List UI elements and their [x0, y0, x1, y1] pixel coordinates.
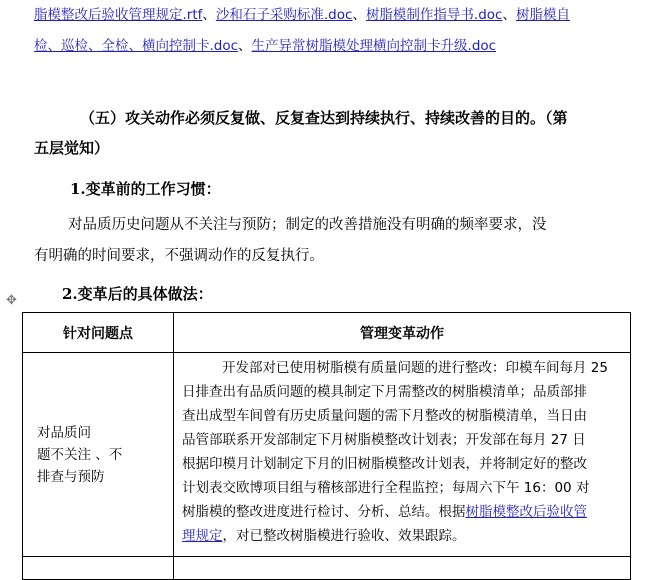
before-paragraph: [34, 210, 639, 272]
separator: 、: [202, 7, 216, 23]
issue-line-1: 对品质问: [37, 424, 91, 441]
header-issue: 针对问题点: [23, 313, 174, 353]
link-resin-mold-inspection-doc-part1[interactable]: 树脂模自: [515, 7, 570, 23]
separator: 、: [352, 7, 366, 23]
link-resin-mold-acceptance-rtf[interactable]: 脂模整改后验收管理规定.rtf: [34, 7, 203, 23]
action-cell: [174, 353, 631, 557]
link-acceptance-rule-part1[interactable]: 树脂模整改后验收管: [465, 504, 587, 520]
action-line-7: [182, 500, 624, 524]
link-sand-stone-purchase-doc[interactable]: 沙和石子采购标准.doc: [215, 7, 353, 23]
links-line-2: [34, 31, 634, 62]
separator: 、: [238, 38, 252, 54]
table-row: [23, 557, 631, 580]
header-action: 管理变革动作: [174, 313, 631, 353]
before-paragraph-line-1: 对品质历史问题从不关注与预防；制定的改善措施没有明确的频率要求，没: [68, 217, 547, 233]
action-line-5: 根据印模月计划制定下月的旧树脂模整改计划表，并将制定好的整改: [182, 456, 587, 472]
separator: 、: [502, 7, 516, 23]
section-heading-line-2: 五层觉知）: [34, 139, 110, 157]
section-heading-line-1: （五）攻关动作必须反复做、反复查达到持续执行、持续改善的目的。（第: [80, 109, 568, 127]
issue-line-3: 排查与预防: [37, 468, 105, 485]
section-heading: [34, 103, 634, 163]
change-table: [22, 312, 631, 580]
links-line-1: [34, 0, 634, 31]
table-row: [23, 353, 631, 557]
action-line-3: 查出成型车间曾有历史质量问题的需下月整改的树脂模清单，当日由: [182, 408, 587, 424]
action-line-8-text: ，对已整改树脂模进行验收、效果跟踪。: [222, 528, 466, 544]
action-line-8: [182, 524, 624, 548]
action-line-6: 计划表交欧博项目组与稽核部进行全程监控；每周六下午 16：00 对: [182, 480, 590, 496]
link-resin-mold-guide-doc[interactable]: 树脂模制作指导书.doc: [365, 7, 503, 23]
link-abnormal-resin-mold-doc[interactable]: 生产异常树脂模处理横向控制卡升级.doc: [251, 38, 497, 54]
issue-line-2: 题不关注 、不: [37, 446, 123, 463]
attachment-links: [34, 0, 634, 62]
before-paragraph-line-2: 有明确的时间要求，不强调动作的反复执行。: [34, 248, 324, 264]
after-heading: 2.变革后的具体做法：: [62, 285, 213, 303]
empty-cell: [23, 557, 174, 580]
action-line-2: 日排查出有品质问题的模具制定下月需整改的树脂模清单；品质部排: [182, 384, 587, 400]
table-header-row: [23, 313, 631, 353]
action-line-1: 开发部对已使用树脂模有质量问题的进行整改：印模车间每月 25: [222, 360, 608, 376]
table-move-handle-icon[interactable]: ✥: [6, 293, 17, 308]
link-resin-mold-inspection-doc-part2[interactable]: 检、巡检、全检、横向控制卡.doc: [34, 38, 239, 54]
issue-cell: [23, 353, 174, 557]
action-line-4: 品管部联系开发部制定下月树脂模整改计划表；开发部在每月 27 日: [182, 432, 586, 448]
empty-cell: [174, 557, 631, 580]
action-line-7-text: 树脂模的整改进度进行检讨、分析、总结。根据: [182, 504, 466, 520]
link-acceptance-rule-part2[interactable]: 理规定: [182, 528, 223, 544]
before-heading: 1.变革前的工作习惯：: [70, 180, 221, 198]
